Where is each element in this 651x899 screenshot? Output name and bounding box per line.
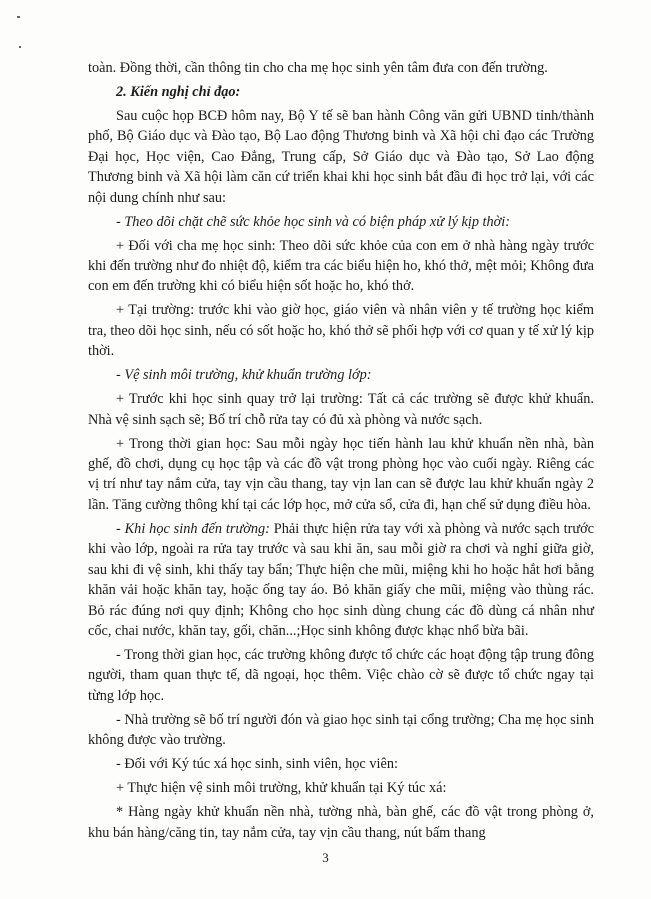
section-heading: 2. Kiến nghị chỉ đạo: [116,84,241,100]
paragraph: + Đối với cha mẹ học sinh: Theo dõi sức khỏe của con em ở nhà hàng ngày trước khi đến trường như đo nhiệt độ, kiểm tra các biểu hiện ho, khó thở, mệt mỏi; Không đưa con em đến trường khi có biểu hiện sốt hoặc ho, khó thở. [88,237,594,295]
paragraph: toàn. Đồng thời, cần thông tin cho cha mẹ học sinh yên tâm đưa con đến trường. [88,60,548,76]
scan-mark [19,46,21,48]
paragraph-rest: Phải thực hiện rửa tay với xà phòng và nước sạch trước khi vào lớp, ngoài ra rửa tay trước và sau khi ăn, sau mỗi giờ ra chơi và nghỉ giữa giờ, sau khi đi vệ sinh, khi thấy tay bẩn; Thực hiện che mũi, miệng khi ho hoặc hắt hơi bằng khăn vải hoặc khăn tay, hoặc ống tay áo. Bỏ khăn giấy che mũi, miệng vào thùng rác. Bỏ rác đúng nơi quy định; Không cho học sinh dùng chung các đồ dùng cá nhân như cốc, chai nước, khăn tay, gối, chăn...;Học sinh không được khạc nhổ bừa bãi. [88,520,594,639]
paragraph: Sau cuộc họp BCĐ hôm nay, Bộ Y tế sẽ ban hành Công văn gửi UBND tỉnh/thành phố, Bộ Giáo dục và Đào tạo, Bộ Lao động Thương binh và Xã hội chỉ đạo các Trường Đại học, Học viện, Cao Đẳng, Trung cấp, Sở Giáo dục và Đào tạo, Sở Lao động Thương binh và Xã hội làm căn cứ triển khai khi học sinh bắt đầu đi học trở lại, với các nội dung chính như sau: [88,108,594,206]
paragraph: + Trong thời gian học: Sau mỗi ngày học tiến hành lau khử khuẩn nền nhà, bàn ghế, đồ chơi, dụng cụ học tập và các đồ vật trong phòng học vào cuối ngày. Riêng các vị trí như tay nắm cửa, tay vịn cầu thang, tay vịn lan can sẽ được lau khử khuẩn ngày 2 lần. Tăng cường thông khí tại các lớp học, mở cửa sổ, cửa đi, hạn chế sử dụng điều hòa. [88,435,594,513]
scan-mark [17,16,20,18]
paragraph: - Nhà trường sẽ bố trí người đón và giao học sinh tại cổng trường; Cha mẹ học sinh không được vào trường. [88,711,594,749]
subheading: - Theo dõi chặt chẽ sức khỏe học sinh và có biện pháp xử lý kịp thời: [116,213,511,230]
paragraph-lead: - Khi học sinh đến trường: [116,520,270,537]
page-number: 3 [322,850,329,865]
paragraph: + Thực hiện vệ sinh môi trường, khử khuẩn tại Ký túc xá: [116,780,447,797]
paragraph: * Hàng ngày khử khuẩn nền nhà, tường nhà, bàn ghế, các đồ vật trong phòng ở, khu bán hàng/căng tin, tay nắm cửa, tay vịn cầu thang, nút bấm thang [88,804,594,841]
paragraph [88,519,594,641]
paragraph: + Trước khi học sinh quay trở lại trường: Tất cả các trường sẽ được khử khuẩn. Nhà vệ sinh sạch sẽ; Bố trí chỗ rửa tay có đủ xà phòng và nước sạch. [88,391,594,428]
paragraph: - Đối với Ký túc xá học sinh, sinh viên, học viên: [116,756,398,773]
paragraph: - Trong thời gian học, các trường không được tổ chức các hoạt động tập trung đông người, tham quan thực tế, dã ngoại, học thêm. Việc chào cờ sẽ được tổ chức ngay tại từng lớp học. [88,646,594,704]
subheading: - Vệ sinh môi trường, khử khuẩn trường lớp: [116,367,372,384]
document-body [88,58,594,847]
paragraph: + Tại trường: trước khi vào giờ học, giáo viên và nhân viên y tế trường học kiểm tra, theo dõi học sinh, nếu có sốt hoặc ho, khó thở sẽ phối hợp với cơ quan y tế xử lý kịp thời. [88,302,594,360]
